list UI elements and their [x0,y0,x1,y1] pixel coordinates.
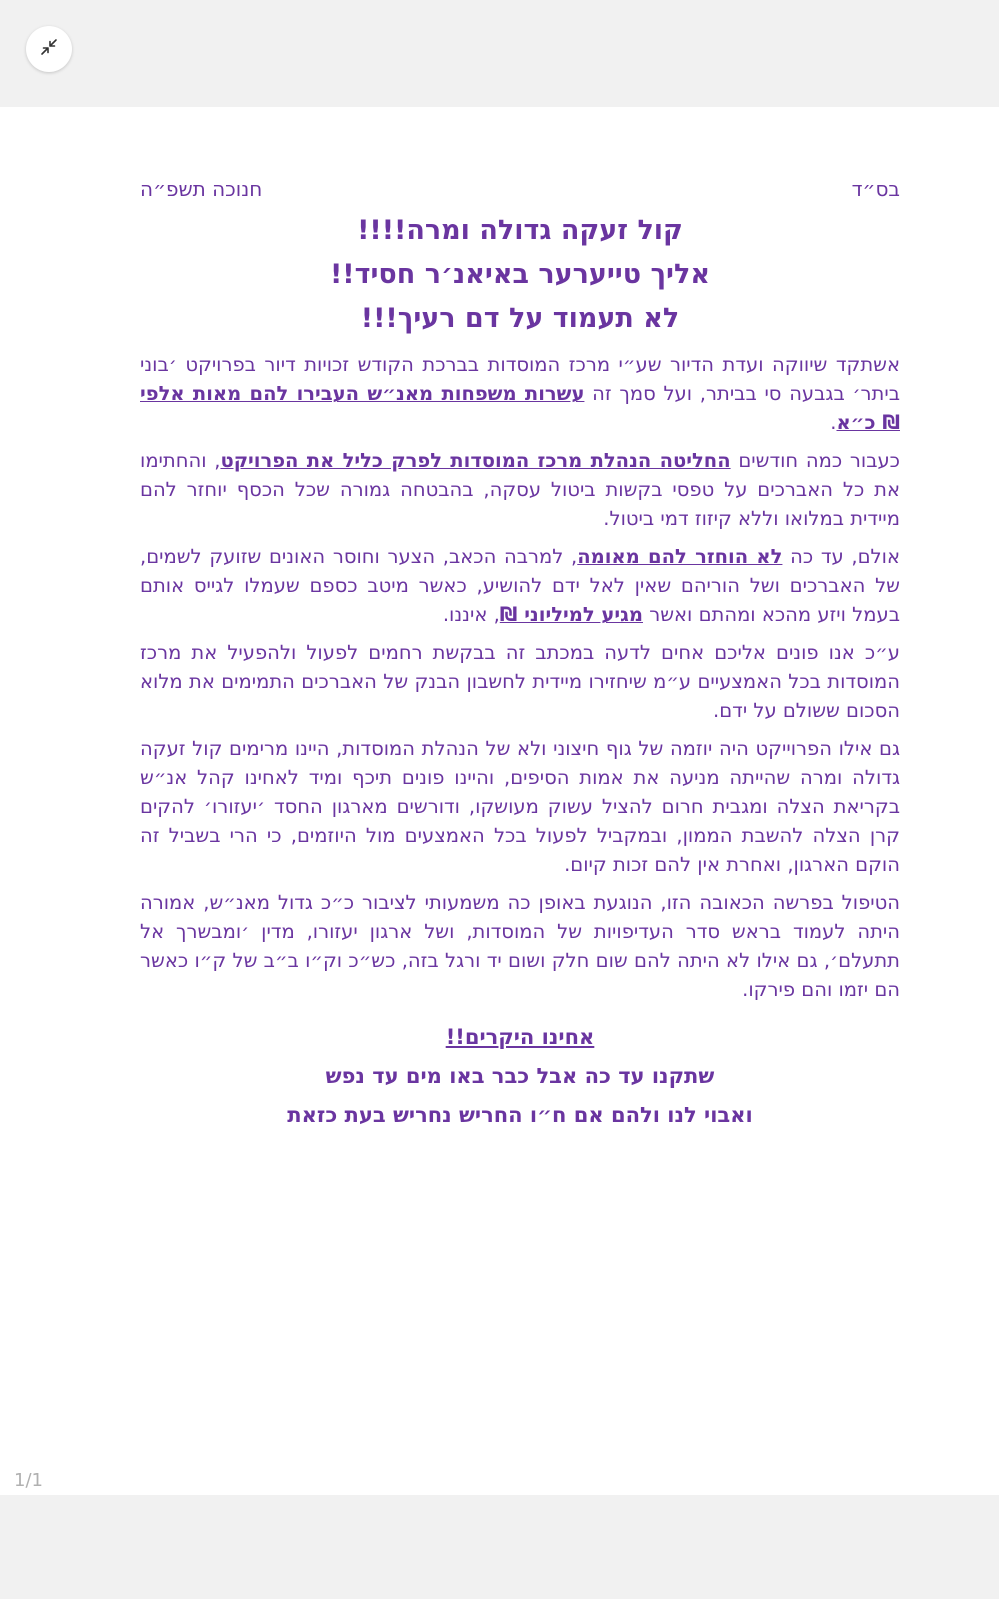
exit-fullscreen-button[interactable] [26,26,72,72]
paragraph-text: כעבור כמה חודשים [730,449,900,472]
page-indicator: 1/1 [14,1470,43,1491]
paragraph-text: , איננו. [442,603,500,626]
paragraph-2 [140,446,900,533]
paragraph-text: אשתקד שיווקה ועדת הדיור שע״י מרכז המוסדות בברכת הקודש זכויות דיור בפרויקט ׳בוני ביתר׳ בגבעה סי בביתר, ועל סמך זה [140,353,901,405]
paragraph-4: ע״כ אנו פונים אליכם אחים לדעה במכתב זה בבקשת רחמים לפעול ולהפעיל את מרכז המוסדות בכל האמצעיים ע״מ שיחזירו מיידית לחשבון הבנק של האברכים התמימים את מלוא הסכום ששולם על ידם. [140,641,900,722]
letter-date: חנוכה תשפ״ה [140,177,263,201]
paragraph-text: , למרבה הכאב, הצער וחוסר האונים שזועק לשמים, של האברכים ושל הוריהם שאין לאל ידם להושיע, כאשר מיטב כספם שעמלו לגייס אותם בעמל ויזע מהכא ומהתם ואשר [140,545,900,626]
paragraph-text: , והחתימו את כל האברכים על טפסי בקשות ביטול עסקה, בהבטחה גמורה שכל הכסף יוחזר להם מיידית במלואו וללא קיזוז דמי ביטול. [140,449,900,530]
paragraph-text: . [830,411,837,434]
closing-line-3: ואבוי לנו ולהם אם ח״ו החריש נחריש בעת כזאת [287,1103,753,1127]
paragraph-1 [140,350,900,437]
emphasis-text: החליטה הנהלת מרכז המוסדות לפרק כליל את הפרויקט [220,449,731,472]
closing-line-2: שתקנו עד כה אבל כבר באו מים עד נפש [325,1064,715,1088]
collapse-arrows-icon [39,37,59,61]
viewer-top-bar [0,0,999,107]
letter-title-3: לא תעמוד על דם רעיך!!! [360,303,680,334]
paragraph-text: אולם, עד כה [782,545,900,568]
closing-line-1: אחינו היקרים!! [445,1025,595,1049]
emphasis-text: לא הוחזר להם מאומה [577,545,783,568]
paragraph-3 [140,542,900,629]
letter-body [140,175,900,1135]
letter-title-1: קול זעקה גדולה ומרה!!!! [357,215,683,246]
letter-title-2: אליך טייערער באיאנ׳ר חסיד!! [329,259,710,290]
emphasis-text: מגיע למיליוני ₪ [499,603,643,626]
letter-header [140,175,900,203]
emphasis-text: עשרות משפחות מאנ״ש העבירו להם מאות אלפי ₪ כ״א [140,382,900,434]
viewer-bottom-bar [0,1495,999,1599]
bsd-mark: בס״ד [851,177,900,201]
paragraph-5: גם אילו הפרוייקט היה יוזמה של גוף חיצוני ולא של הנהלת המוסדות, היינו מרימים קול זעקה גדולה ומרה שהייתה מניעה את אמות הסיפים, והיינו פונים תיכף ומיד לאחינו קהל אנ״ש בקריאת הצלה ומגבית חרום להציל עשוק מעושקו, ודורשים מארגון החסד ׳יעזורו׳ להקים קרן הצלה להשבת הממון, ובמקביל לפעול בכל האמצעים מול היוזמים, כי הרי בשביל זה הוקם הארגון, ואחרת אין להם זכות קיום. [140,737,900,876]
paragraph-6: הטיפול בפרשה הכאובה הזו, הנוגעת באופן כה משמעותי לציבור כ״כ גדול מאנ״ש, אמורה היתה לעמוד בראש סדר העדיפויות של המוסדות, ושל ארגון יעזורו, מדין ׳ומבשרך אל תתעלם׳, גם אילו לא היתה להם שום חלק ושום יד ורגל בזה, כש״כ וק״ו ב״ב של ק״ו כאשר הם יזמו והם פירקו. [140,891,900,1001]
